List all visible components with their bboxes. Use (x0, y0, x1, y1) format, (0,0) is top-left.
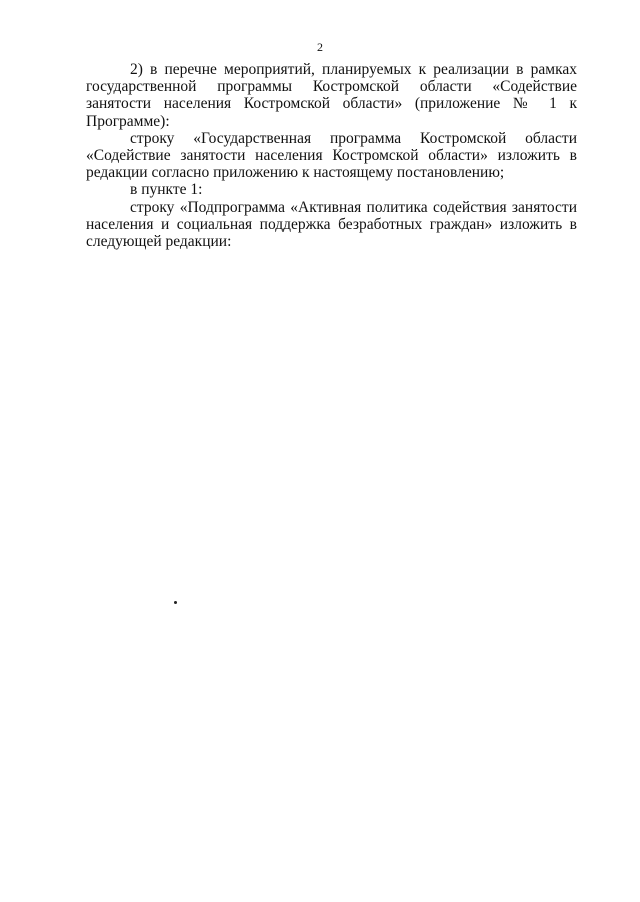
paragraph-subprogram-row: строку «Подпрограмма «Активная политика содействия занятости населения и социальная поддержка безработных граждан» изложить в следующей редакции: (86, 198, 577, 251)
stray-dot-mark (174, 601, 177, 604)
paragraph-state-program-row: строку «Государственная программа Костромской области «Содействие занятости населения Костромской области» изложить в редакции согласно приложению к настоящему постановлению; (86, 129, 577, 182)
page-number: 2 (317, 40, 323, 54)
paragraph-point-1: в пункте 1: (130, 181, 203, 199)
document-body (86, 61, 577, 250)
paragraph-list-of-measures: 2) в перечне мероприятий, планируемых к реализации в рамках государственной программы Костромской области «Содействие занятости населения Костромской области» (приложение № 1 к Программе): (86, 61, 577, 130)
